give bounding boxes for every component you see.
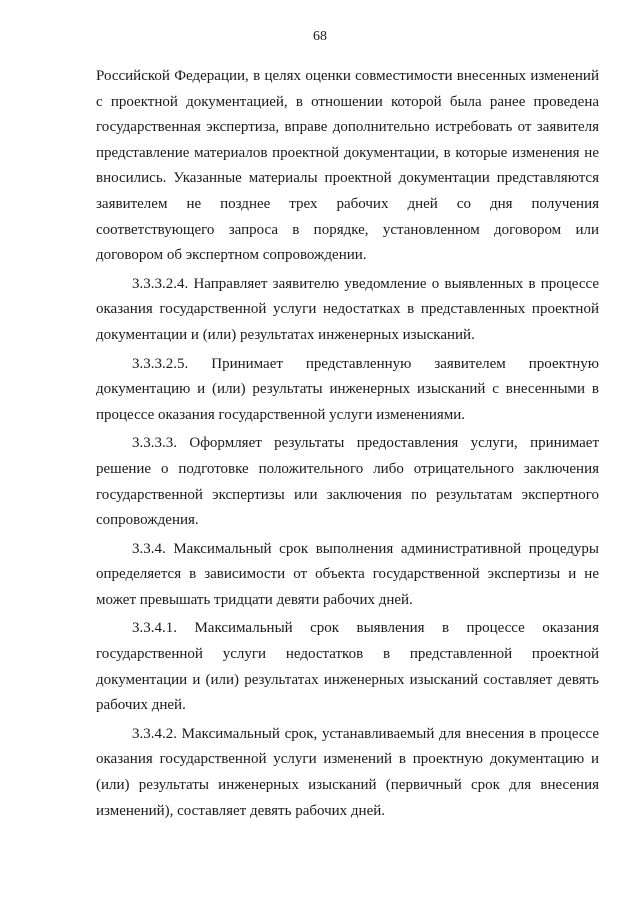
page-number: 68: [313, 29, 327, 44]
paragraph-3-3-3-2-5: 3.3.3.2.5. Принимает представленную заявителем проектную документацию и (или) результаты инженерных изысканий с внесенными в процессе оказания государственной услуги изменениями.: [96, 355, 599, 423]
paragraph-3-3-4-2: 3.3.4.2. Максимальный срок, устанавливаемый для внесения в процессе оказания государственной услуги изменений в проектную документацию и (или) результаты инженерных изысканий (первичный срок для внесения изменений), составляет девять рабочих дней.: [96, 725, 599, 819]
paragraph-continuation: Российской Федерации, в целях оценки совместимости внесенных изменений с проектной документацией, в отношении которой была ранее проведена государственная экспертиза, вправе дополнительно истребовать от заявителя представление материалов проектной документации, в которые изменения не вносились. Указанные материалы проектной документации представляются заявителем не позднее трех рабочих дней со дня получения соответствующего запроса в порядке, установленном договором или договором об экспертном сопровождении.: [96, 68, 599, 264]
paragraph-3-3-4-1: 3.3.4.1. Максимальный срок выявления в процессе оказания государственной услуги недостатков в представленной проектной документации и (или) результатах инженерных изысканий составляет девять рабочих дней.: [96, 620, 599, 714]
paragraph-3-3-3-3: 3.3.3.3. Оформляет результаты предоставления услуги, принимает решение о подготовке положительного либо отрицательного заключения государственной экспертизы или заключения по результатам экспертного сопровождения.: [96, 435, 599, 529]
paragraph-3-3-4: 3.3.4. Максимальный срок выполнения административной процедуры определяется в зависимости от объекта государственной экспертизы и не может превышать тридцати девяти рабочих дней.: [96, 540, 599, 608]
paragraph-3-3-3-2-4: 3.3.3.2.4. Направляет заявителю уведомление о выявленных в процессе оказания государственной услуги недостатках в представленных проектной документации и (или) результатах инженерных изысканий.: [96, 275, 599, 343]
document-body: [96, 64, 599, 824]
